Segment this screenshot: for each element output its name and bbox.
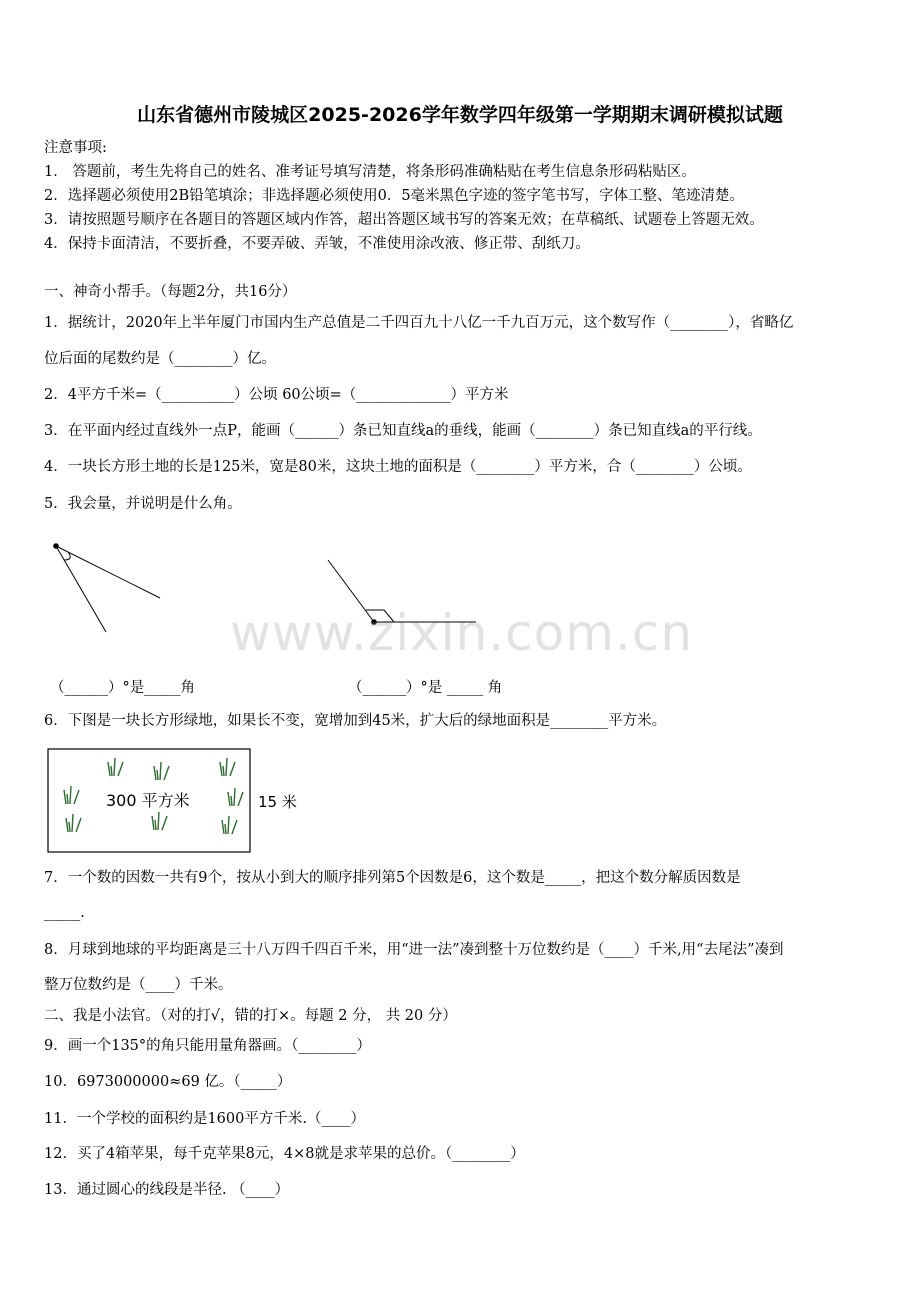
grass-icon [108, 758, 123, 776]
notice-item: 2．选择题必须使用2B铅笔填涂；非选择题必须使用0．5毫米黑色字迹的签字笔书写，字体工整、笔迹清楚。 [44, 188, 745, 204]
angle-a-arc [64, 552, 70, 560]
question-7-cont: _____. [44, 905, 85, 921]
grass-icon [66, 814, 81, 832]
question-1: 1．据统计，2020年上半年厦门市国内生产总值是二千四百九十八亿一千九百万元，这个数写作（________），省略亿 [44, 315, 794, 331]
question-7: 7．一个数的因数一共有9个，按从小到大的顺序排列第5个因数是6，这个数是_____，把这个数分解质因数是 [44, 870, 741, 886]
question-3: 3．在平面内经过直线外一点P，能画（______）条已知直线a的垂线，能画（________）条已知直线a的平行线。 [44, 423, 762, 439]
question-9: 9．画一个135°的角只能用量角器画。（________） [44, 1038, 371, 1054]
notice-heading: 注意事项: [44, 140, 107, 156]
question-8-cont: 整万位数约是（____）千米。 [44, 977, 233, 993]
grass-icon [154, 762, 169, 780]
question-10: 10．6973000000≈69 亿。（_____） [44, 1074, 292, 1090]
area-label: 300 平方米 [106, 791, 190, 810]
question-5-answer-a: （______）°是_____角 [50, 680, 195, 696]
width-label: 15 米 [258, 793, 297, 811]
angle-figure-a [44, 536, 174, 640]
question-5-answer-b: （______）°是 _____ 角 [348, 680, 503, 696]
grass-icon [222, 816, 237, 834]
question-6: 6．下图是一块长方形绿地，如果长不变，宽增加到45米，扩大后的绿地面积是________平方米。 [44, 713, 667, 729]
notice-item: 3．请按照题号顺序在各题目的答题区域内作答，超出答题区域书写的答案无效；在草稿纸、试题卷上答题无效。 [44, 212, 764, 228]
question-13: 13．通过圆心的线段是半径. （____） [44, 1182, 290, 1198]
question-1-cont: 位后面的尾数约是（________）亿。 [44, 351, 276, 367]
question-11: 11．一个学校的面积约是1600平方千米.（____） [44, 1111, 365, 1127]
notice-item: 4．保持卡面清洁，不要折叠，不要弄破、弄皱，不准使用涂改液、修正带、刮纸刀。 [44, 236, 590, 252]
notice-item: 1． 答题前，考生先将自己的姓名、准考证号填写清楚，将条形码准确粘贴在考生信息条形码粘贴区。 [44, 164, 696, 180]
question-12: 12．买了4箱苹果，每千克苹果8元，4×8就是求苹果的总价。（________） [44, 1146, 525, 1162]
grass-icon [152, 812, 167, 830]
watermark: www.zixin.com.cn [230, 604, 694, 662]
question-2: 2．4平方千米=（__________）公顷 60公顷=（_____________）平方米 [44, 387, 509, 403]
section-heading: 二、我是小法官。（对的打√，错的打×。每题 2 分， 共 20 分） [44, 1008, 457, 1024]
grass-icon [220, 758, 235, 776]
section-heading: 一、神奇小帮手。（每题2分，共16分） [44, 284, 297, 300]
question-8: 8．月球到地球的平均距离是三十八万四千四百千米，用“进一法”凑到整十万位数约是（____）千米,用“去尾法”凑到 [44, 942, 784, 958]
grass-icon [64, 786, 79, 804]
question-5: 5．我会量，并说明是什么角。 [44, 496, 242, 512]
page-title: 山东省德州市陵城区2025-2026学年数学四年级第一学期期末调研模拟试题 [137, 104, 783, 126]
question-4: 4．一块长方形土地的长是125米，宽是80米，这块土地的面积是（________）平方米，合（________）公顷。 [44, 459, 752, 475]
grass-icon [228, 788, 243, 806]
angle-a-vertex [53, 543, 59, 549]
